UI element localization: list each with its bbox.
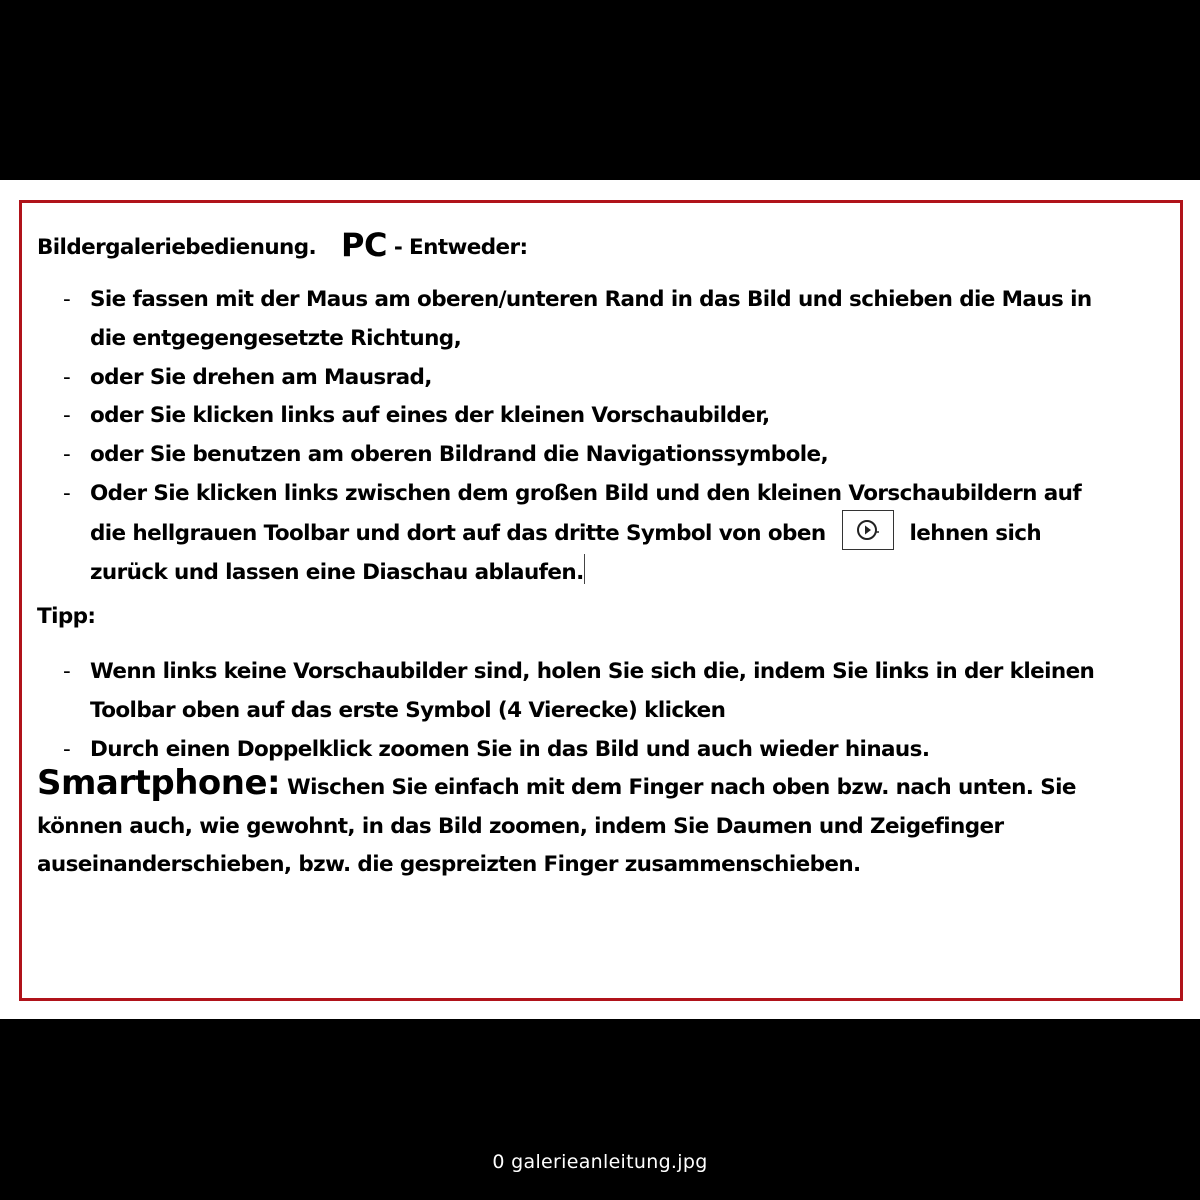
list-item [63, 653, 1163, 731]
list-marker: - [63, 659, 71, 684]
list-item-text: zurück und lassen eine Diaschau ablaufen. [90, 559, 584, 585]
image-caption: 0 galerieanleitung.jpg [492, 1151, 708, 1173]
list-item [63, 397, 1163, 436]
list-item [63, 475, 1163, 593]
list-marker: - [63, 287, 71, 312]
list-marker: - [63, 736, 71, 762]
list-marker: - [63, 364, 71, 390]
smartphone-line [37, 764, 1147, 808]
list-item-line: Toolbar oben auf das erste Symbol (4 Vierecke) klicken [90, 697, 726, 723]
list-item-line: oder Sie drehen am Mausrad, [90, 364, 432, 390]
list-item [63, 281, 1163, 359]
text-cursor [584, 554, 585, 584]
list-item-text: lehnen sich [909, 520, 1042, 546]
smartphone-label: Smartphone: [37, 763, 281, 803]
list-marker: - [63, 403, 71, 429]
list-item [63, 436, 1163, 475]
list-item-line: oder Sie benutzen am oberen Bildrand die Navigationssymbole, [90, 442, 829, 468]
list-marker: - [63, 480, 71, 506]
play-circle-icon [855, 517, 881, 543]
list-item [63, 359, 1163, 398]
tip-list [63, 653, 1163, 769]
gallery-image[interactable] [0, 180, 1200, 1019]
tip-label: Tipp: [37, 604, 96, 629]
list-item-line: Durch einen Doppelklick zoomen Sie in das Bild und auch wieder hinaus. [90, 736, 930, 762]
slideshow-button-illustration [842, 510, 894, 550]
smartphone-text: Wischen Sie einfach mit dem Finger nach oben bzw. nach unten. Sie [280, 775, 1076, 800]
heading [37, 224, 528, 262]
heading-suffix: - Entweder: [393, 235, 528, 260]
list-item-line: Wenn links keine Vorschaubilder sind, holen Sie sich die, indem Sie links in der kleinen [90, 659, 1095, 684]
list-item-line: Sie fassen mit der Maus am oberen/unteren Rand in das Bild und schieben die Maus in [90, 287, 1092, 312]
list-item-line-with-icon [90, 514, 1163, 554]
pc-instruction-list [63, 281, 1163, 593]
list-item-text: die hellgrauen Toolbar und dort auf das dritte Symbol von oben [90, 520, 826, 546]
list-item-line: Oder Sie klicken links zwischen dem großen Bild und den kleinen Vorschaubildern auf [90, 480, 1082, 506]
smartphone-line: können auch, wie gewohnt, in das Bild zoomen, indem Sie Daumen und Zeigefinger [37, 813, 1004, 839]
list-item-line: die entgegengesetzte Richtung, [90, 325, 462, 351]
smartphone-section [37, 764, 1147, 885]
smartphone-line: auseinanderschieben, bzw. die gespreizten Finger zusammenschieben. [37, 852, 861, 877]
heading-pc: PC [341, 226, 387, 264]
list-marker: - [63, 442, 71, 468]
list-item-line: oder Sie klicken links auf eines der kleinen Vorschaubilder, [90, 403, 770, 429]
heading-prefix: Bildergaleriebedienung. [37, 235, 317, 260]
list-item-line [90, 554, 1163, 593]
